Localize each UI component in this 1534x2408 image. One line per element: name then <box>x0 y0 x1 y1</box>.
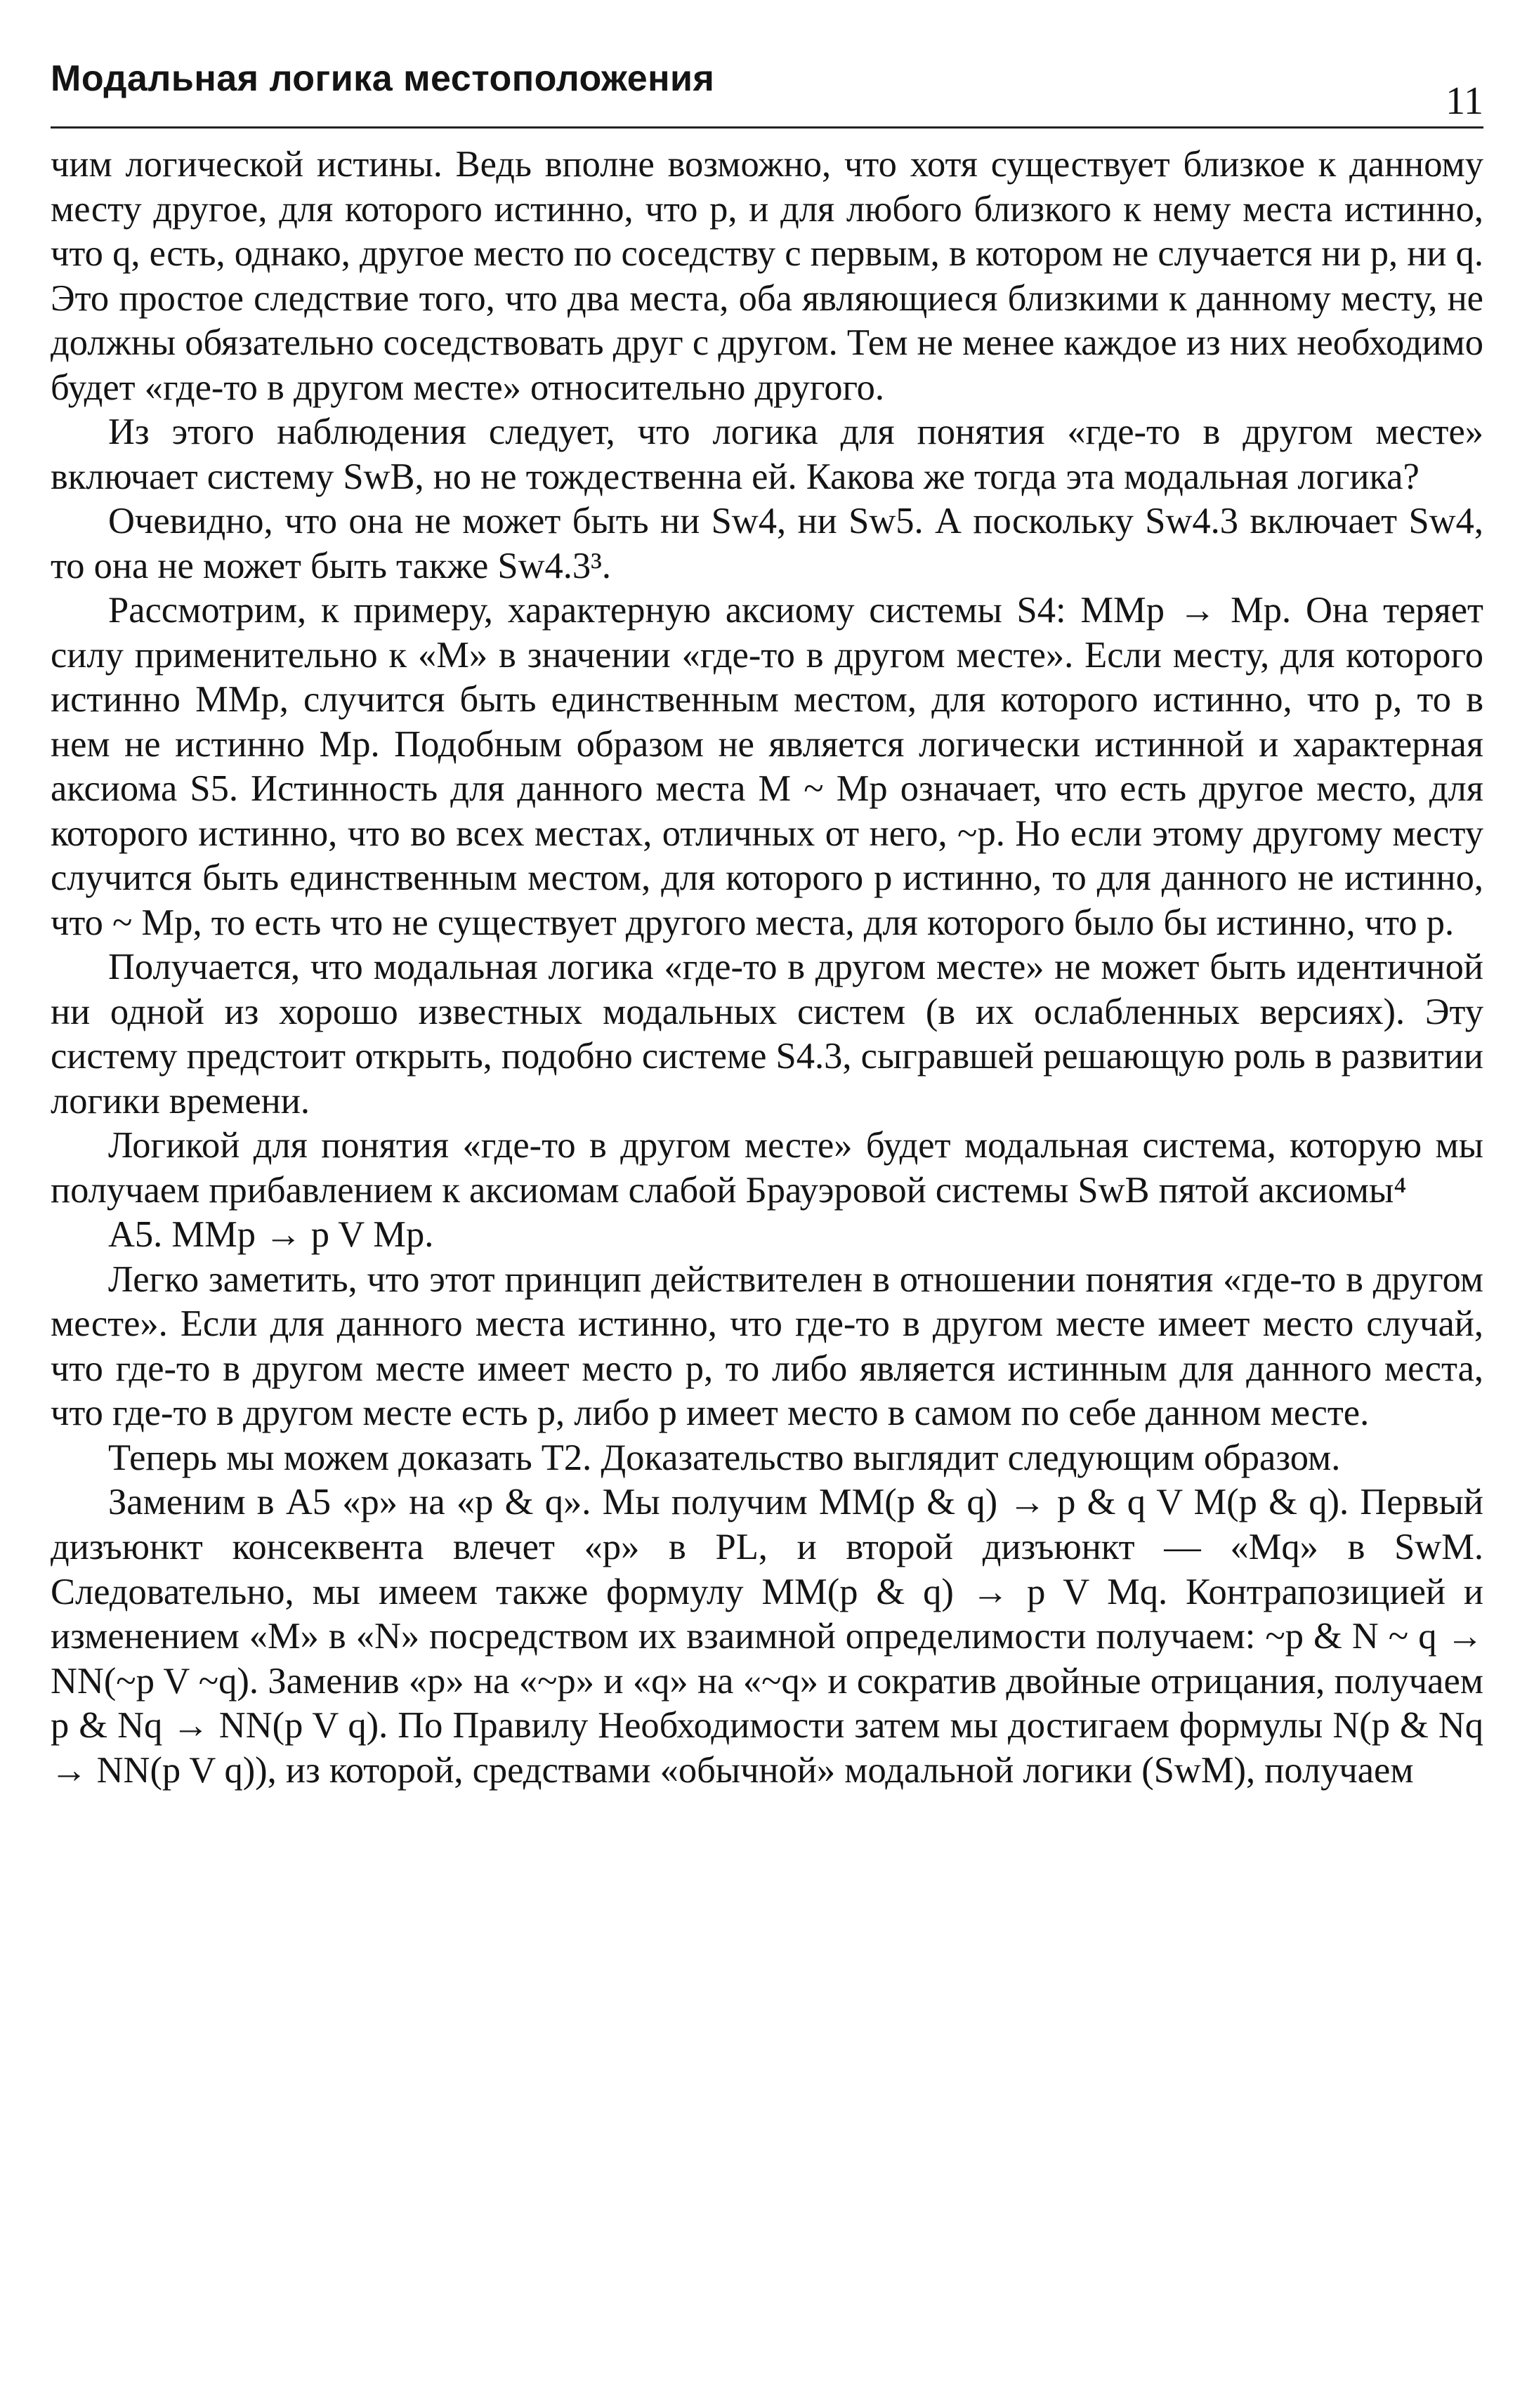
book-page <box>51 42 1483 2381</box>
paragraph: Рассмотрим, к примеру, характерную аксиому системы S4: MMp → Mp. Она теряет силу применительно к «M» в значении «где-то в другом месте». Если месту, для которого истинно MMp, случится быть единственным местом, для которого истинно, что p, то в нем не истинно Mp. Подобным образом не является логически истинной и характерная аксиома S5. Истинность для данного места M ~ Mp означает, что есть другое место, для которого истинно, что во всех местах, отличных от него, ~p. Но если этому другому месту случится быть единственным местом, для которого p истинно, то для данного не истинно, что ~ Mp, то есть что не существует другого места, для которого было бы истинно, что p. <box>51 590 1483 943</box>
paragraph: чим логической истины. Ведь вполне возможно, что хотя существует близкое к данному месту другое, для которого истинно, что p, и для любого близкого к нему места истинно, что q, есть, однако, другое место по соседству с первым, в котором не случается ни p, ни q. Это простое следствие того, что два места, оба являющиеся близкими к данному месту, не должны обязательно соседствовать друг с другом. Тем не менее каждое из них необходимо будет «где-то в другом месте» относительно другого. <box>51 144 1483 408</box>
paragraph: Заменим в A5 «p» на «p & q». Мы получим MM(p & q) → p & q V M(p & q). Первый дизъюнкт консеквента влечет «p» в PL, и второй дизъюнкт — «Mq» в SwM. Следовательно, мы имеем также формулу MM(p & q) → p V Mq. Контрапозицией и изменением «M» в «N» посредством их взаимной определимости получаем: ~p & N ~ q → NN(~p V ~q). Заменив «p» на «~p» и «q» на «~q» и сократив двойные отрицания, получаем p & Nq → NN(p V q). По Правилу Необходимости затем мы достигаем формулы N(p & Nq → NN(p V q)), из которой, средствами «обычной» модальной логики (SwM), получаем <box>51 1482 1483 1791</box>
paragraph: Логикой для понятия «где-то в другом месте» будет модальная система, которую мы получаем прибавлением к аксиомам слабой Брауэровой системы SwB пятой аксиомы⁴ <box>51 1125 1483 1211</box>
paragraph: Теперь мы можем доказать T2. Доказательство выглядит следующим образом. <box>108 1437 1341 1478</box>
paragraph: Очевидно, что она не может быть ни Sw4, ни Sw5. А поскольку Sw4.3 включает Sw4, то она не может быть также Sw4.3³. <box>51 501 1483 586</box>
axiom-line: A5. MMp → p V Mp. <box>108 1214 434 1256</box>
running-title: Модальная логика местоположения <box>51 58 715 99</box>
page-number: 11 <box>1446 79 1483 123</box>
running-head <box>51 42 1483 129</box>
paragraph: Получается, что модальная логика «где-то в другом месте» не может быть идентичной ни одной из хорошо известных модальных систем (в их ослабленных версиях). Эту систему предстоит открыть, подобно системе S4.3, сыгравшей решающую роль в развитии логики времени. <box>51 947 1483 1121</box>
paragraph: Из этого наблюдения следует, что логика для понятия «где-то в другом месте» включает систему SwB, но не тождественна ей. Какова же тогда эта модальная логика? <box>51 412 1483 497</box>
body-text <box>51 143 1483 1793</box>
paragraph: Легко заметить, что этот принцип действителен в отношении понятия «где-то в другом месте». Если для данного места истинно, что где-то в другом месте имеет место случай, что где-то в другом месте имеет место p, то либо является истинным для данного места, что где-то в другом месте есть p, либо p имеет место в самом по себе данном месте. <box>51 1258 1483 1434</box>
